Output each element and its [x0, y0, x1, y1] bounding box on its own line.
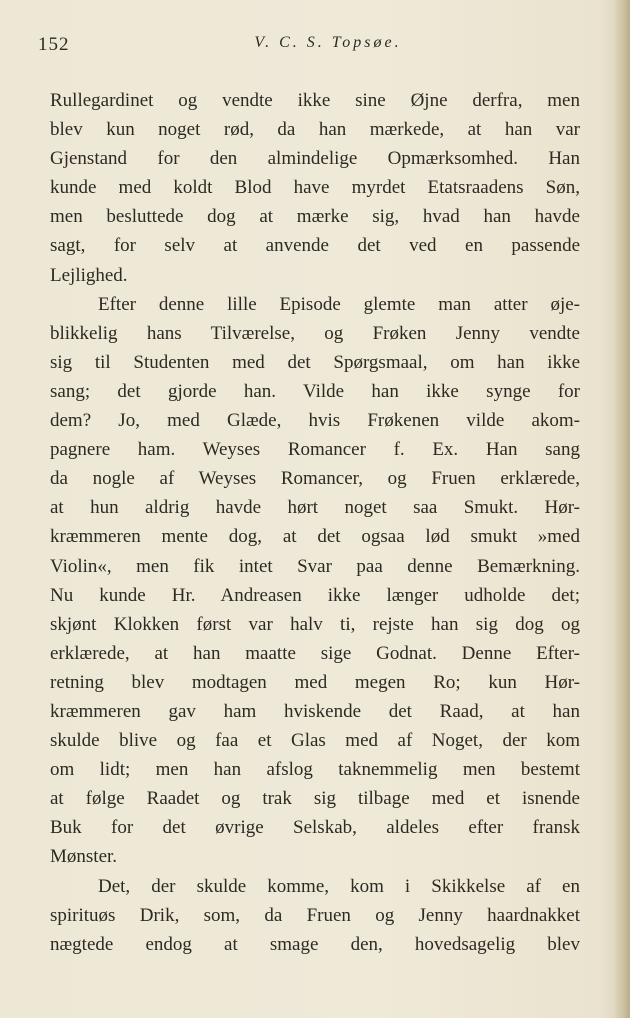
text-line: Gjenstand for den almindelige Opmærksomhed. Han: [50, 148, 580, 170]
text-line: Buk for det øvrige Selskab, aldeles efter fransk: [50, 817, 580, 839]
text-line: skulde blive og faa et Glas med af Noget, der kom: [50, 730, 580, 752]
text-line: Efter denne lille Episode glemte man atter øje-: [98, 293, 580, 315]
text-line: da nogle af Weyses Romancer, og Fruen erklærede,: [50, 468, 580, 490]
text-line: nægtede endog at smage den, hovedsagelig blev: [50, 933, 580, 955]
text-line: kræmmeren mente dog, at det ogsaa lød smukt »med: [50, 526, 580, 548]
text-line: pagnere ham. Weyses Romancer f. Ex. Han sang: [50, 439, 580, 461]
text-line: sagt, for selv at anvende det ved en passende: [50, 235, 580, 257]
text-line: Violin«, men fik intet Svar paa denne Bemærkning.: [50, 555, 580, 577]
text-line: kræmmeren gav ham hviskende det Raad, at han: [50, 700, 580, 722]
text-line: sig til Studenten med det Spørgsmaal, om han ikke: [50, 351, 580, 373]
body-text: [50, 86, 580, 959]
text-line: om lidt; men han afslog taknemmelig men bestemt: [50, 759, 580, 781]
text-line: Mønster.: [50, 846, 118, 868]
text-line: kunde med koldt Blod have myrdet Etatsraadens Søn,: [50, 177, 580, 199]
text-line: skjønt Klokken først var halv ti, rejste han sig dog og: [50, 613, 580, 635]
text-line: Rullegardinet og vendte ikke sine Øjne derfra, men: [50, 90, 580, 111]
text-line: Det, der skulde komme, kom i Skikkelse af en: [98, 875, 580, 897]
page-header: [38, 34, 578, 60]
text-line: dem? Jo, med Glæde, hvis Frøkenen vilde akom-: [50, 410, 580, 432]
text-line: Lejlighed.: [50, 264, 128, 286]
page-edge: [614, 0, 630, 1018]
running-head: V. C. S. Topsøe.: [254, 34, 402, 51]
text-line: erklærede, at han maatte sige Godnat. Denne Efter-: [50, 642, 580, 664]
text-line: Nu kunde Hr. Andreasen ikke længer udholde det;: [50, 584, 580, 606]
text-line: men besluttede dog at mærke sig, hvad han havde: [50, 206, 580, 228]
text-line: sang; det gjorde han. Vilde han ikke synge for: [50, 380, 580, 402]
text-line: blev kun noget rød, da han mærkede, at han var: [50, 119, 580, 141]
page-number: 152: [38, 34, 70, 55]
text-line: retning blev modtagen med megen Ro; kun Hør-: [50, 671, 580, 693]
text-line: blikkelig hans Tilværelse, og Frøken Jenny vendte: [50, 322, 580, 344]
text-line: spirituøs Drik, som, da Fruen og Jenny haardnakket: [50, 904, 580, 926]
text-line: at følge Raadet og trak sig tilbage med et isnende: [50, 788, 580, 810]
text-line: at hun aldrig havde hørt noget saa Smukt. Hør-: [50, 497, 580, 519]
